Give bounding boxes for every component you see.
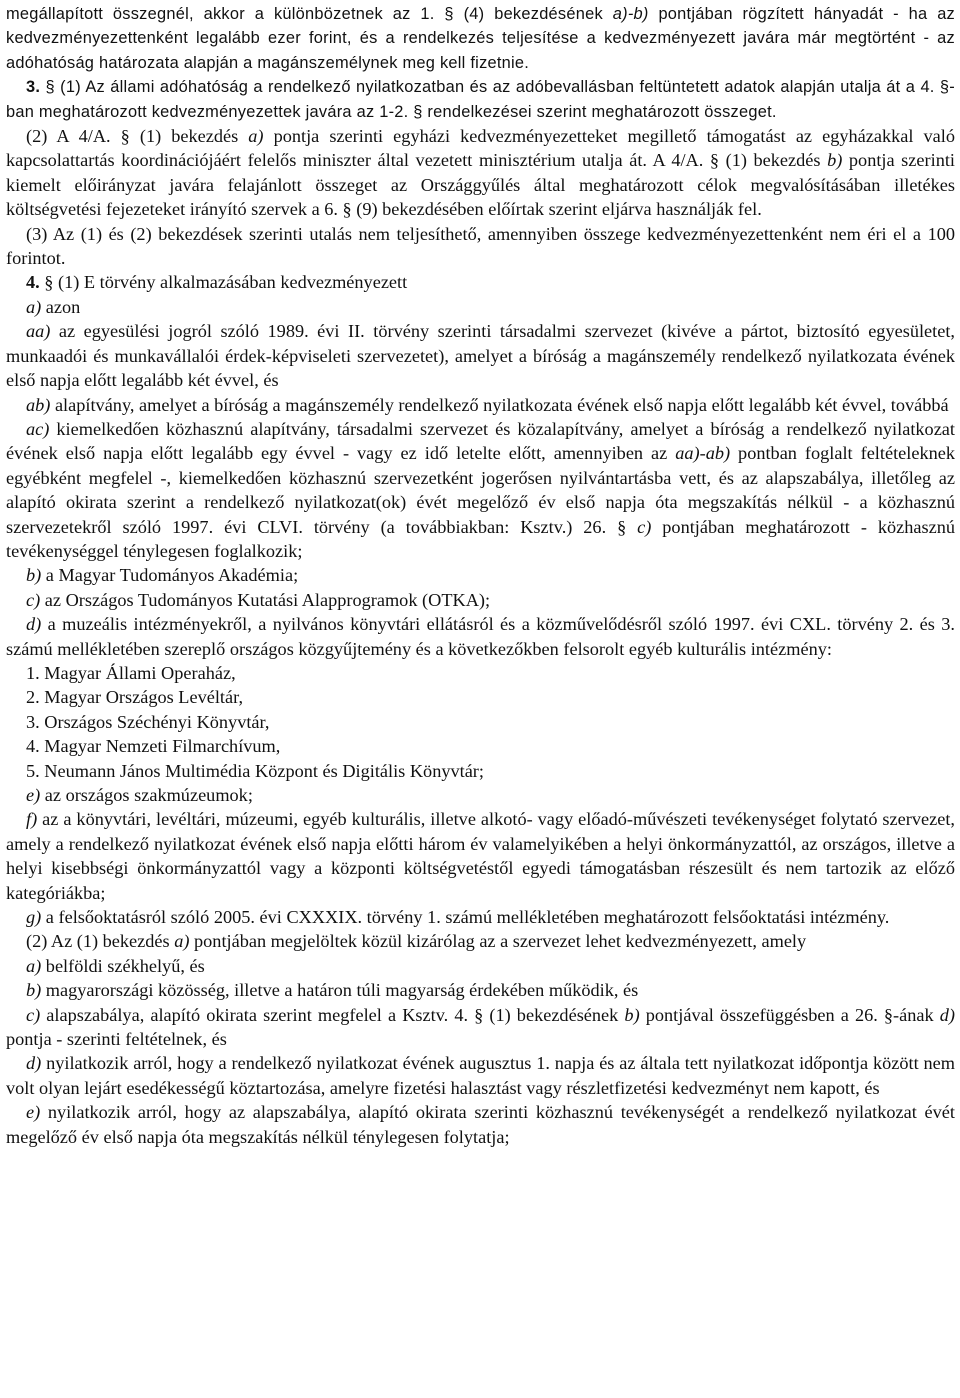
paragraph [6, 1003, 955, 1052]
paragraph-text: pontja szerinti egyházi kedvezményezetteket megillető támogatást az egyházakkal való kapcsolattartás koordinációjáért felelős miniszter által vezetett minisztérium utalja át. A 4/A. § (1) bekezdés [6, 126, 955, 171]
paragraph-text: megállapított összegnél, akkor a különbözetnek az 1. § (4) bekezdésének [6, 5, 613, 23]
paragraph-text: pontjával összefüggésben a 26. §-ának [639, 1004, 940, 1025]
point-label: aa) [26, 321, 51, 342]
point-label: b) [26, 980, 42, 1001]
paragraph-text: pontjában rögzített hányadát - ha az kedvezményezettenként legalább ezer forint, és a rendelkezés teljesítése a kedvezményezett javára már megtörtént - az adóhatóság határozata alapján a magánszemélynek meg kell fizetnie. [6, 5, 955, 72]
point-label: e) [26, 1102, 41, 1123]
paragraph-text: pontjában meghatározott - közhasznú tevékenységgel ténylegesen foglalkozik; [6, 516, 955, 561]
paragraph [6, 295, 955, 319]
paragraph-text: pontja - szerinti feltételnek, és [6, 1029, 227, 1050]
paragraph-text: a muzeális intézményekről, a nyilvános könyvtári ellátásról és a közművelődésről szóló 1997. évi CXL. törvény 2. és 3. számú mellékletében szereplő országos közgyűjtemény és a következőkben felsorolt egyéb kulturális intézmény: [6, 614, 955, 659]
paragraph [6, 222, 955, 271]
paragraph [6, 954, 955, 978]
section-number: 3. [26, 78, 41, 97]
paragraph [6, 734, 955, 758]
paragraph [6, 661, 955, 685]
paragraph-text: nyilatkozik arról, hogy az alapszabálya, alapító okirata szerinti közhasznú tevékenységét a rendelkező nyilatkozat évét megelőző év első napja óta megszakítás nélkül ténylegesen folytatja; [6, 1102, 955, 1147]
paragraph-text: belföldi székhelyű, és [41, 955, 205, 976]
document-body [6, 2, 955, 1149]
paragraph-text: az országos szakmúzeumok; [40, 785, 253, 805]
paragraph [6, 783, 955, 807]
point-label: f) [26, 809, 38, 830]
paragraph [6, 319, 955, 392]
paragraph-text: 1. Magyar Állami Operaház, [26, 662, 236, 683]
paragraph-text: (2) Az (1) bekezdés [26, 931, 175, 952]
paragraph [6, 685, 955, 709]
paragraph-text: § (1) E törvény alkalmazásában kedvezményezett [39, 272, 408, 293]
paragraph-text: § (1) Az állami adóhatóság a rendelkező nyilatkozatban és az adóbevallásban feltüntetett adatok alapján utalja át a 4. §-ban meghatározott kedvezményezettek javára az 1-2. § rendelkezései szerint meghatározott összeget. [6, 78, 955, 121]
paragraph-text: alapítvány, amelyet a bíróság a magánszemély rendelkező nyilatkozata évének első napja előtt legalább két évvel, továbbá [50, 394, 949, 415]
paragraph-text: pontban foglalt feltételeknek egyébként megfelel -, kiemelkedően közhasznú szervezetként jogerősen nyilvántartásba vett, és az alapszabálya, illetőleg az alapító okirata szerint a rendelkező nyilatkozat(ok) évét megelőző év első napja óta megszakítás nélkül - a közhasznú szervezetekről szóló 1997. évi CLVI. törvény (a továbbiakban: Ksztv.) 26. § [6, 443, 955, 537]
paragraph [6, 563, 955, 587]
paragraph-text: az a könyvtári, levéltári, múzeumi, egyéb kulturális, illetve alkotó- vagy előadó-művészeti tevékenységet folytató szervezet, amely a rendelkező nyilatkozat évének első napja előtti három év valamelyikében a helyi önkormányzattól, az országos, illetve a helyi kisebbségi önkormányzattól vagy a központi költségvetéstől egyedi támogatásban részesült és nem tartozik az előző kategóriákba; [6, 809, 955, 903]
point-label: b) [624, 1004, 640, 1025]
paragraph [6, 612, 955, 661]
point-label: d) [939, 1004, 955, 1025]
paragraph-text: (2) A 4/A. § (1) bekezdés [26, 126, 249, 147]
point-label: c) [637, 516, 652, 537]
paragraph [6, 1100, 955, 1149]
paragraph-text: az Országos Tudományos Kutatási Alapprogramok (OTKA); [40, 589, 491, 610]
paragraph-text: 2. Magyar Országos Levéltár, [26, 687, 244, 708]
paragraph [6, 2, 955, 75]
paragraph [6, 807, 955, 905]
point-label: e) [26, 785, 41, 805]
paragraph-text: 4. Magyar Nemzeti Filmarchívum, [26, 736, 281, 757]
paragraph-text: az egyesülési jogról szóló 1989. évi II. törvény szerinti társadalmi szervezet (kivéve a pártot, biztosító egyesületet, munkaadói és munkavállalói érdek-képviseleti szervezetet), amelyet a bíróság a magánszemély rendelkező nyilatkozata évének első napja előtt legalább két évvel, és [6, 321, 955, 391]
paragraph-text: pontjában megjelöltek közül kizárólag az a szervezet lehet kedvezményezett, amely [189, 931, 807, 952]
paragraph [6, 710, 955, 734]
point-label: g) [26, 907, 42, 928]
paragraph-text: 3. Országos Széchényi Könyvtár, [26, 711, 270, 732]
paragraph [6, 417, 955, 563]
paragraph-text: azon [41, 296, 81, 317]
paragraph-text: (3) Az (1) és (2) bekezdések szerinti utalás nem teljesíthető, amennyiben összege kedvezményezettenként nem éri el a 100 forintot. [6, 223, 955, 269]
paragraph-text: a Magyar Tudományos Akadémia; [41, 565, 299, 586]
paragraph [6, 393, 955, 417]
point-label: c) [26, 589, 41, 610]
paragraph-text: 5. Neumann János Multimédia Központ és Digitális Könyvtár; [26, 760, 484, 781]
point-label: a) [174, 931, 190, 952]
point-label: ab) [26, 394, 51, 415]
paragraph [6, 929, 955, 953]
paragraph-text: alapszabálya, alapító okirata szerint megfelel a Ksztv. 4. § (1) bekezdésének [40, 1004, 625, 1025]
point-label: d) [26, 614, 42, 635]
section-number: 4. [26, 272, 40, 293]
point-label: a) [26, 296, 42, 317]
point-label: a) [248, 126, 264, 147]
point-label: a) [26, 955, 42, 976]
paragraph [6, 588, 955, 612]
paragraph [6, 759, 955, 783]
point-label: d) [26, 1053, 42, 1074]
point-label: a)-b) [612, 5, 649, 23]
paragraph [6, 978, 955, 1002]
paragraph [6, 270, 955, 294]
paragraph-text: kiemelkedően közhasznú alapítvány, társadalmi szervezet és közalapítvány, amelyet a bíróság a rendelkező nyilatkozat évének első napja előtt legalább egy évvel - vagy ez idő letelte előtt, amennyiben az [6, 418, 955, 464]
point-label: ac) [26, 418, 50, 439]
paragraph [6, 75, 955, 124]
paragraph [6, 905, 955, 929]
paragraph-text: pontja szerinti kiemelt előirányzat javára felajánlott összeget az Országgyűlés által meghatározott célok megvalósításában illetékes költségvetési fejezeteket irányító szervek a 6. § (9) bekezdésében előírtak szerint eljárva használják fel. [6, 150, 955, 220]
point-label: b) [827, 150, 843, 171]
paragraph-text: magyarországi közösség, illetve a határon túli magyarság érdekében működik, és [41, 980, 639, 1001]
paragraph [6, 1051, 955, 1100]
paragraph [6, 124, 955, 222]
point-label: c) [26, 1004, 41, 1025]
point-label: aa)-ab) [675, 443, 731, 464]
point-label: b) [26, 565, 42, 586]
paragraph-text: a felsőoktatásról szóló 2005. évi CXXXIX. törvény 1. számú mellékletében meghatározott felsőoktatási intézmény. [41, 907, 890, 928]
paragraph-text: nyilatkozik arról, hogy a rendelkező nyilatkozat évének augusztus 1. napja és az általa tett nyilatkozat időpontja között nem volt olyan lejárt esedékességű köztartozása, amelyre fizetési halasztást vagy részletfizetési kedvezményt nem kapott, és [6, 1053, 955, 1098]
